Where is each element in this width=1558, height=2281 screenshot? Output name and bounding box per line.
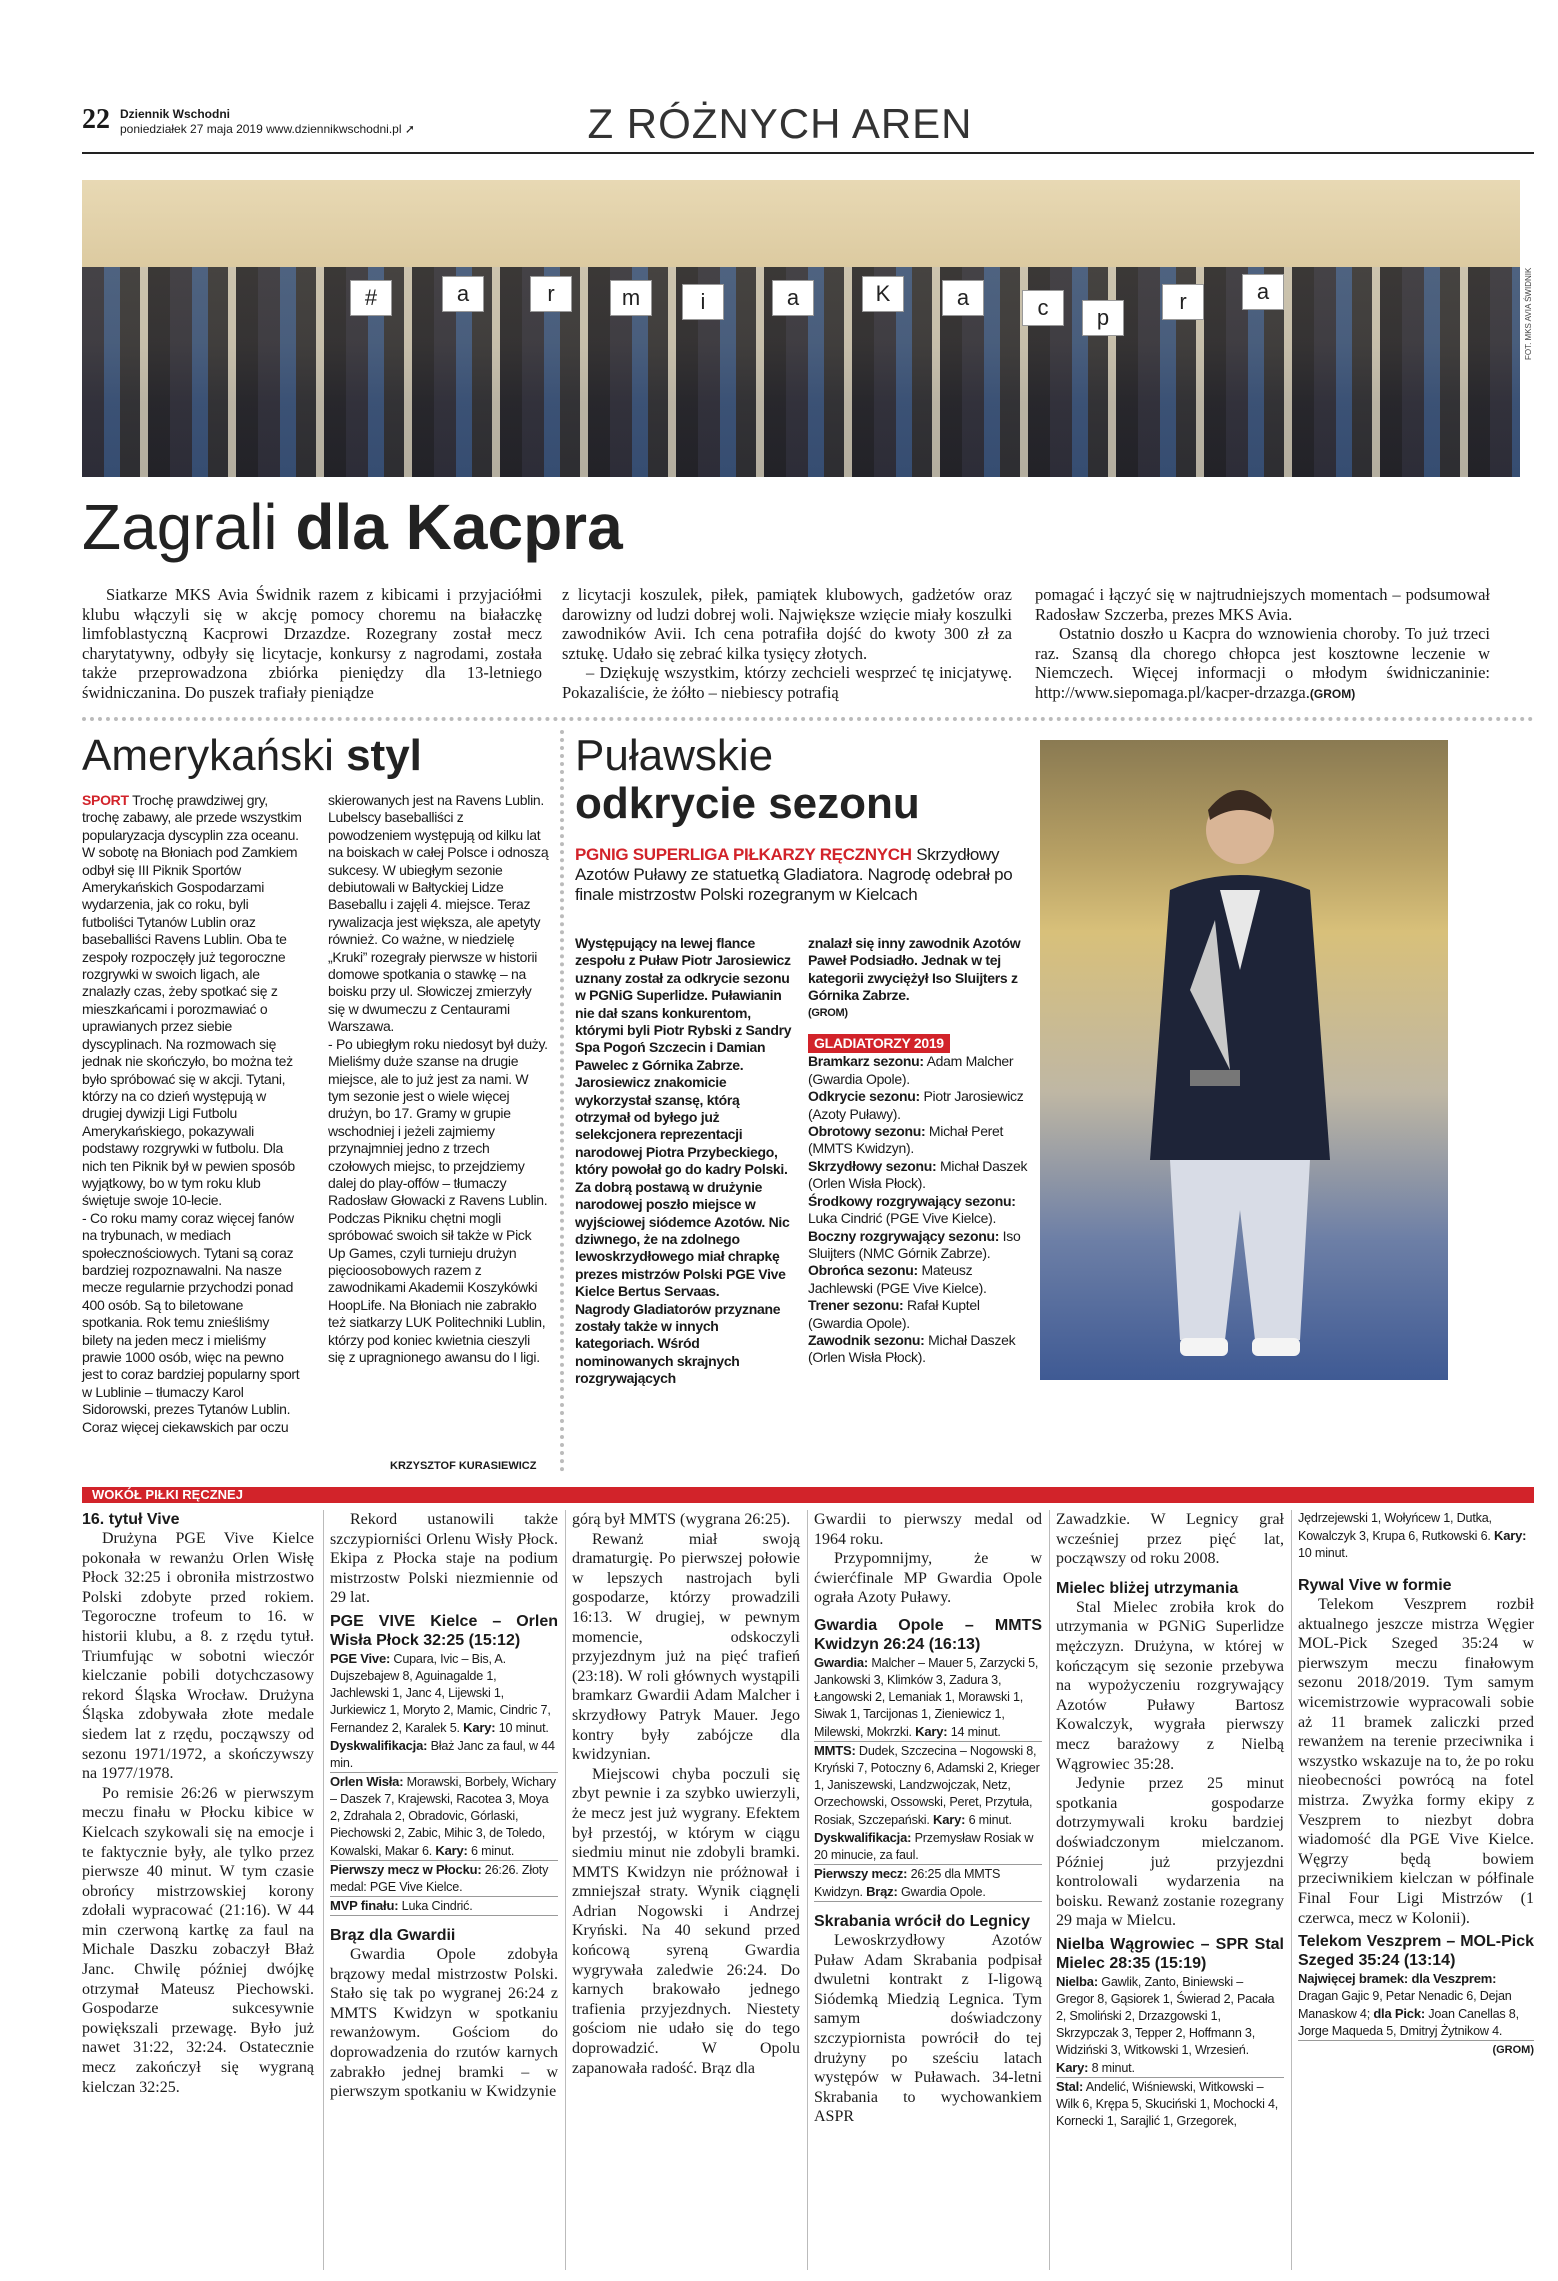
stat-value: Dragan Gajic 9, Petar Nenadic 6, Dejan Manaskow 4;: [1298, 1989, 1512, 2022]
pulawy-lead-kicker: PGNIG SUPERLIGA PIŁKARZY RĘCZNYCH: [575, 845, 912, 864]
stat-label: Kary:: [1494, 1528, 1527, 1543]
bottom-col4-match: Gwardia Opole – MMTS Kwidzyn 26:24 (16:13): [814, 1616, 1042, 1653]
stat-value: Jędrzejewski 1, Wołyńcew 1, Dutka, Kowalczyk 3, Krupa 6, Rutkowski 6.: [1298, 1511, 1492, 1543]
award-label: Odkrycie sezonu:: [808, 1088, 920, 1105]
award-value: Rafał Kuptel (Gwardia Opole).: [808, 1297, 980, 1331]
stat-label: Kary:: [435, 1842, 468, 1858]
sign-card: r: [530, 276, 572, 312]
bottom-col6-match: Telekom Veszprem – MOL-Pick Szeged 35:24 (13:14): [1298, 1933, 1534, 1970]
main-article-col3-text: pomagać i łączyć się w najtrudniejszych momentach – podsumował Radosław Szczerba, prezes MKS Avia.: [1035, 585, 1490, 624]
pulawy-lead: [575, 845, 1025, 905]
award-value: Mateusz Jachlewski (PGE Vive Kielce).: [808, 1262, 987, 1296]
pulawy-col1: [575, 935, 797, 1388]
gladiators-box: [808, 1034, 1030, 1367]
award-label: Zawodnik sezonu:: [808, 1331, 925, 1348]
stat-label: Kary:: [933, 1811, 966, 1827]
stat-label: Kary:: [463, 1719, 496, 1735]
bottom-col2: [330, 1510, 558, 2102]
stat-label: Nielba:: [1056, 1973, 1098, 1989]
sign-card: m: [610, 280, 652, 316]
stat-value: 26:26. Złoty medal: PGE Vive Kielce.: [330, 1862, 549, 1894]
bottom-col3: [572, 1510, 800, 2078]
stat-value: Malcher – Mauer 5, Zarzycki 5, Jankowski 3, Klimków 3, Zadura 3, Łangowski 2, Lemaniak 1, Morawski 1, Siwak 1, Tarcijonas 1, Zieniewicz 1, Milewski, Mokrzki.: [814, 1655, 1039, 1739]
stat-label: Kary:: [1056, 2059, 1089, 2075]
issue-date-url: [120, 123, 415, 136]
pulawy-col1-text: Występujący na lewej flance zespołu z Puław Piotr Jarosiewicz uznany został za odkrycie sezonu w PGNiG Superlidze. Puławianin nie dał szans konkurentom, którymi byli Piotr Rybski z Sandry Spa Pogoń Szczecin i Damian Pawelec z Górnika Zabrze. Jarosiewicz znakomicie wykorzystał szansę, którą otrzymał od byłego już selekcjonera reprezentacji narodowej Piotra Przybeckiego, który powołał go do kadry Polski. Za dobrą postawą w drużynie narodowej poszło miejsce w wyjściowej siódemce Azotów. Nic dziwnego, że na zdolnego lewoskrzydłowego miał chrapkę prezes mistrzów Polski PGE Vive Kielce Bertus Servaas.: [575, 935, 792, 1300]
bottom-col4-text: Gwardii to pierwszy medal od 1964 roku.: [814, 1511, 1042, 1548]
bottom-col6-head: Rywal Vive w formie: [1298, 1577, 1452, 1594]
pulawy-lead-text: Skrzydłowy Azotów Puławy ze statuetką Gladiatora. Nagrodę odebrał po finale mistrzostw Polski rozegranym w Kielcach: [575, 845, 1013, 904]
player-photo: [1040, 740, 1448, 1380]
award-item: [808, 1297, 1030, 1332]
issue-date: poniedziałek 27 maja 2019: [120, 122, 263, 136]
sign-card: K: [862, 276, 904, 312]
american-col2: [328, 792, 550, 1366]
sign-card: p: [1082, 300, 1124, 336]
award-item: [808, 1193, 1030, 1228]
pulawy-signature: (GROM): [808, 1006, 848, 1019]
stat-value: Luka Cindrić.: [401, 1898, 473, 1913]
stat-divider: [814, 1901, 1042, 1902]
award-item: [808, 1332, 1030, 1367]
stat-label: MMTS:: [814, 1742, 856, 1758]
american-col1-text: Trochę prawdziwej gry, trochę zabawy, ale przede wszystkim popularyzacja dyscyplin zza oceanu. W sobotę na Błoniach pod Zamkiem odbył się III Piknik Sportów Amerykańskich Gospodarzami wydarzenia, jak co roku, byli futboliści Tytanów Lublin oraz baseballiści Ravens Lublin. Oba te zespoły rozpoczęły już tegoroczne rozgrywki w swoich ligach, ale znalazły czas, żeby spotkać się z mieszkańcami i porozmawiać o uprawianych przez siebie dyscyplinach. Na rozmowach się jednak nie skończyło, bo można też było spróbować się w akcji. Tytani, którzy na co dzień występują w drugiej dywizji Ligi Futbolu Amerykańskiego, pokazywali podstawy rozgrywki w futbolu. Dla nich ten Piknik był w pewien sposób wyjątkowy, bo w tym roku klub świętuje swoje 10-lecie.: [82, 792, 302, 1209]
bottom-col6-text: Telekom Veszprem rozbił aktualnego jeszcze mistrza Węgier MOL-Pick Szeged 35:24 w pierwszym meczu finałowym sezonu 2018/2019. Tym samym wicemistrzowie wypracowali sobie aż 11 bramek zaliczki przed rewanżem na terenie przeciwnika i wszystko wskazuje na to, że po roku nieobecności powrócą na fotel mistrza. Zwyżka formy ekipy z Veszprem to niezbyt dobra wiadomość dla PGE Vive Kielce. Węgrzy będą bowiem przeciwnikiem kielczan w półfinale Final Four Ligi Mistrzów (1 czerwca, mecz w Kolonii).: [1298, 1596, 1534, 1927]
stat-label: Gwardia:: [814, 1654, 869, 1670]
stat-value: Błaż Janc za faul, w 44 min.: [330, 1738, 555, 1770]
column-rule: [1291, 1510, 1292, 2270]
bottom-section-bar: [82, 1487, 1534, 1503]
pulawy-col2-text: znalazł się inny zawodnik Azotów Paweł Podsiadło. Jednak w tej kategorii zwyciężył Iso Sluijters z Górnika Zabrze.: [808, 935, 1021, 1004]
american-col1-quote: - Co roku mamy coraz więcej fanów na trybunach, w mediach społecznościowych. Tytani są coraz bardziej rozpoznawalni. Na nasze mecze regularnie przychodzi ponad 400 osób. Są to biletowane spotkania. Rok temu znieśliśmy bilety na jeden mecz i mieliśmy prawie 1000 osób, więc na pewno jest to coraz bardziej popularny sport w Lublinie – tłumaczy Karol Sidorowski, prezes Tytanów Lublin. Coraz więcej ciekawskich par oczu: [82, 1209, 300, 1435]
stat-value: Przemysław Rosiak w 20 minucie, za faul.: [814, 1830, 1034, 1862]
sign-card: a: [772, 280, 814, 316]
bottom-col3-more: Rewanż miał swoją dramaturgię. Po pierwszej połowie w lepszych nastrojach byli gospodarze, którzy prowadzili 16:13. W drugiej, w pewnym momencie, odskoczyli przyjezdnym już na pięć trafień (23:18). W roli głównych wystąpili bramkarz Gwardii Adam Malcher i skrzydłowy Patryk Mauer. Jego kontry były zabójcze dla kwidzynian.: [572, 1530, 800, 1764]
stat-value: Andelić, Wiśniewski, Witkowski – Wilk 6, Krępa 5, Skuciński 1, Mochocki 4, Kornecki 1, Sarajlić 1, Grzegorek,: [1056, 2079, 1279, 2128]
column-rule: [323, 1510, 324, 2270]
award-value: Adam Malcher (Gwardia Opole).: [808, 1053, 1014, 1087]
paper-url[interactable]: www.dziennikwschodni.pl: [266, 122, 402, 136]
stat-line: [330, 1897, 558, 1915]
sign-card: #: [350, 280, 392, 316]
headline-light: Zagrali: [82, 491, 278, 563]
bottom-col5-more2: Jedynie przez 25 minut spotkania gospodarze dotrzymywali kroku bardziej doświadczonym mielczanom. Później już przyjezdni kontrolowali wydarzenia na boisku. Rewanż zostanie rozegrany 29 maja w Mielcu.: [1056, 1775, 1284, 1930]
main-article-col2-quote: – Dziękuję wszystkim, którzy zechcieli wesprzeć tę inicjatywę. Pokazaliście, że żółto – niebiescy potrafią: [562, 663, 1012, 702]
bottom-col1-text: Drużyna PGE Vive Kielce pokonała w rewanżu Orlen Wisłę Płock 32:25 i obroniła mistrzostwo Polski zdobyte przed rokiem. Tegoroczne trofeum to 16. w historii klubu, a 8. z rzędu tytuł. Triumfując w sobotni wieczór kielczanie pobili dotychczasowy rekord Śląska Wrocław. Drużyna Śląska zdobywała złote medale siedem lat z rzędu, począwszy od sezonu 1971/1972, a skończywszy na 1977/1978.: [82, 1530, 314, 1783]
bottom-section-title: WOKÓŁ PIŁKI RĘCZNEJ: [92, 1487, 243, 1502]
main-article-col3-more: [1035, 624, 1490, 704]
award-label: Środkowy rozgrywający sezonu:: [808, 1192, 1016, 1209]
award-item: [808, 1088, 1030, 1123]
bottom-col6-stats: [1298, 1510, 1534, 1562]
american-headline-bold: styl: [346, 731, 422, 780]
column-rule: [1049, 1510, 1050, 2270]
award-label: Skrzydłowy sezonu:: [808, 1157, 937, 1174]
stat-label: MVP finału:: [330, 1897, 399, 1913]
sign-card: a: [1242, 274, 1284, 310]
main-article-signature: (GROM): [1309, 686, 1356, 701]
award-label: Obrotowy sezonu:: [808, 1123, 926, 1140]
column-rule: [807, 1510, 808, 2270]
bottom-col5-text: Zawadzkie. W Legnicy grał wcześniej przez pięć lat, począwszy od roku 2008.: [1056, 1511, 1284, 1568]
stat-label: Orlen Wisła:: [330, 1773, 404, 1789]
stat-divider: [330, 1915, 558, 1916]
stat-line: [1056, 2078, 1284, 2130]
stat-label: PGE Vive:: [330, 1650, 391, 1666]
stat-value: Cupara, Ivic – Bis, A. Dujszebajew 8, Aguinagalde 1, Jachlewski 1, Janc 4, Lijewski 1, Jurkiewicz 1, Moryto 2, Mamic, Cindric 7, Fernandez 2, Karalek 5.: [330, 1651, 551, 1735]
bottom-col4-head2: Skrabania wrócił do Legnicy: [814, 1912, 1031, 1930]
award-label: Bramkarz sezonu:: [808, 1053, 924, 1070]
stat-value: 10 minut.: [498, 1720, 549, 1735]
award-item: [808, 1123, 1030, 1158]
bottom-col1-head: 16. tytuł Vive: [82, 1511, 180, 1528]
american-headline-light: Amerykański: [82, 731, 334, 780]
pulawy-headline-bold: odkrycie sezonu: [575, 779, 920, 828]
main-headline: [82, 490, 623, 564]
stat-value: 14 minut.: [950, 1724, 1001, 1739]
stat-line: [814, 1742, 1042, 1864]
stat-line: [814, 1654, 1042, 1741]
bottom-col4-stats: [814, 1654, 1042, 1902]
award-value: Michał Peret (MMTS Kwidzyn).: [808, 1123, 1004, 1157]
gladiators-box-title: GLADIATORZY 2019: [808, 1034, 950, 1053]
headline-bold: dla Kacpra: [295, 491, 623, 563]
award-value: Michał Daszek (Orlen Wisła Płock).: [808, 1331, 1016, 1366]
cursor-arrow-icon: ➚: [404, 122, 415, 136]
stat-line: [330, 1650, 558, 1772]
team-photo: [82, 180, 1520, 477]
bottom-col2-more: Gwardia Opole zdobyła brązowy medal mistrzostw Polski. Stało się tak po wygranej 26:24 z MMTS Kwidzyn w spotkaniu rewanżowym. Gościom do doprowadzenia do rzutów karnych zabrakło jednej bramki – w pierwszym spotkaniu w Kwidzynie: [330, 1945, 558, 2101]
bottom-col1-more: Po remisie 26:26 w pierwszym meczu finału w Płocku kibice w Kielcach szykowali się na emocje i te faktycznie były, ale tylko przez pierwsze 40 minut. W tym czasie obrońcy mistrzowskiej korony zdołali wypracować (21:16). W 44 min czerwoną kartkę za faul na Michale Daszku zobaczył Błaż Janc. Chwilę później dwójkę otrzymał Mateusz Piechowski. Gospodarze sukcesywnie powiększali przewagę. Było już nawet 31:22, 32:24. Ostatecznie mecz zakończył się wygraną kielczan 32:25.: [82, 1784, 314, 2096]
american-kicker: SPORT: [82, 792, 129, 808]
sign-card: a: [442, 276, 484, 312]
stat-value: 10 minut.: [1298, 1546, 1349, 1560]
award-value: Piotr Jarosiewicz (Azoty Puławy).: [808, 1088, 1024, 1122]
stat-label: Dyskwalifikacja:: [330, 1737, 428, 1753]
sign-card: a: [942, 280, 984, 316]
stat-label: Pierwszy mecz:: [814, 1865, 908, 1881]
section-title: Z RÓŻNYCH AREN: [587, 100, 973, 147]
main-article-col3-more-text: Ostatnio doszło u Kacpra do wznowienia choroby. To już trzeci raz. Szansą dla chorego chłopca jest kosztowne leczenie w Niemczech. Więcej informacji o młodym świdniczaninie: http://www.siepomaga.pl/kacper-drzazga.: [1035, 624, 1490, 702]
american-col1: [82, 792, 302, 1436]
bottom-col5-match: Nielba Wągrowiec – SPR Stal Mielec 28:35 (15:19): [1056, 1935, 1284, 1972]
section-divider: [82, 717, 1534, 721]
sign-card: i: [682, 284, 724, 320]
stat-label: Stal:: [1056, 2078, 1084, 2094]
bottom-col4-more: Przypomnijmy, że w ćwierćfinale MP Gwardia Opole ograła Azoty Puławy.: [814, 1550, 1042, 1607]
header-rule: [82, 152, 1534, 154]
award-label: Obrońca sezonu:: [808, 1262, 918, 1279]
award-label: Boczny rozgrywający sezonu:: [808, 1227, 1000, 1244]
pulawy-col1-more: Nagrody Gladiatorów przyznane zostały także w innych kategoriach. Wśród nominowanych skrajnych rozgrywających: [575, 1300, 781, 1387]
stat-label: Pierwszy mecz w Płocku:: [330, 1861, 482, 1877]
main-article-col3: [1035, 585, 1490, 704]
main-article-col2-text: z licytacji koszulek, piłek, pamiątek klubowych, gadżetów oraz darowizny od ludzi dobrej woli. Największe wzięcie miały koszulki zawodników Avii. Ich cena potrafiła dojść do kwoty 300 zł za sztukę. Udało się zebrać kilka tysięcy złotych.: [562, 585, 1012, 663]
paper-name: Dziennik Wschodni: [120, 107, 231, 121]
player-silhouette: [1040, 740, 1448, 1380]
column-rule: [565, 1510, 566, 2270]
bottom-col5-stats: [1056, 1973, 1284, 2130]
stat-value: Dudek, Szczecina – Nogowski 8, Kryński 7, Potoczny 6, Adamski 2, Krieger 1, Janiszewski, Landzwojczak, Netz, Orzechowski, Ossowski, Peret, Przytuła, Rosiak, Szczepański.: [814, 1743, 1040, 1827]
american-col2-text: skierowanych jest na Ravens Lublin. Lubelscy baseballiści z powodzeniem występują od kilku lat na boiskach w całej Polsce i odnoszą sukcesy. W ubiegłym sezonie debiutowali w Bałtyckiej Lidze Baseballu i zajęli 4. miejsce. Teraz rywalizacja jest większa, ale apetyty również. Co ważne, w niedzielę „Kruki” rozegrały pierwsze w historii domowe spotkania o stawkę – na boisku przy ul. Słowiczej zmierzyły się w dwumeczu z Centaurami Warszawa.: [328, 792, 549, 1035]
stat-value: 6 minut.: [968, 1812, 1012, 1827]
stat-value: 8 minut.: [1091, 2060, 1135, 2075]
bottom-col1: [82, 1510, 314, 2097]
bottom-col2-head2: Brąz dla Gwardii: [330, 1926, 456, 1944]
bottom-signature: (GROM): [1492, 2044, 1534, 2057]
award-item: [808, 1158, 1030, 1193]
pulawy-col2: [808, 935, 1030, 1367]
american-col2-quote: - Po ubiegłym roku niedosyt był duży. Mieliśmy duże szanse na drugie miejsce, ale to już jest za nami. W tym sezonie jest o wiele więcej drużyn, bo 17. Gramy w grupie wschodniej i jeżeli zajmiemy przynajmniej jedno z trzech czołowych miejsc, to przejdziemy dalej do play-offów – tłumaczy Radosław Głowacki z Ravens Lublin.: [328, 1035, 548, 1209]
award-item: [808, 1262, 1030, 1297]
stat-value: 6 minut.: [470, 1843, 515, 1858]
bottom-col5-head: Mielec bliżej utrzymania: [1056, 1579, 1239, 1597]
stat-value: Gwardia Opole.: [900, 1884, 986, 1899]
column-divider: [560, 730, 564, 1472]
award-item: [808, 1053, 1030, 1088]
stat-line: [1056, 1973, 1284, 2077]
bottom-col3-more2: Miejscowi chyba poczuli się zbyt pewnie i za szybko uwierzyli, że mecz jest już wygrany. Efektem był przestój, w którym w ciągu siedmiu minut nie zdobyli bramki. MMTS Kwidzyn nie próżnował i zmniejszał straty. Wynik ciągnęli Adrian Nogowski i Andrzej Kryński. Na 40 sekund przed końcową syreną Gwardia wygrywała zaledwie 26:24. Do karnych brakowało jednego trafienia przyjezdnych. Niestety gościom nie udało się do tego doprowadzić. W Opolu zapanowała radość. Brąz dla: [572, 1765, 800, 2077]
bottom-col2-match: PGE VIVE Kielce – Orlen Wisła Płock 32:25 (15:12): [330, 1612, 558, 1649]
award-value: Iso Sluijters (NMC Górnik Zabrze).: [808, 1227, 1021, 1261]
stat-label: dla Pick:: [1373, 2006, 1425, 2022]
american-author: KRZYSZTOF KURASIEWICZ: [390, 1460, 537, 1472]
main-article-col1: Siatkarze MKS Avia Świdnik razem z kibicami i przyjaciółmi klubu włączyli się w akcję pomocy choremu na białaczkę limfoblastyczną Kacprowi Drzazdze. Rozegrany został mecz charytatywny, odbyły się licytacje, konkursy z nagrodami, została także przeprowadzona zbiórka pieniędzy dla 13-letniego świdniczanina. Do puszek trafiały pieniądze: [82, 585, 542, 702]
stat-line: [330, 1773, 558, 1860]
stat-value: Joan Canellas 8, Jorge Maqueda 5, Dmitryj Żytnikow 4.: [1298, 2007, 1519, 2039]
american-col2-more: Podczas Pikniku chętni mogli spróbować swoich sił także w Pick Up Games, czyli turnieju drużyn pięcioosobowych razem z zawodnikami Akademii Koszykówki HoopLife. Na Błoniach nie zabrakło też siatkarzy LUK Politechniki Lublin, którzy pod koniec kwietnia cieszyli się z upragnionego awansu do I ligi.: [328, 1209, 546, 1365]
bottom-col4-more2: Lewoskrzydłowy Azotów Puław Adam Skrabania podpisał dwuletni kontrakt z I-ligową Siódemką Miedzią Legnica. Tym samym doświadczony szczypiornista powrócił do tej drużyny po sześciu latach występów w Puławach. 34-letni Skrabania to wychowankiem ASPR: [814, 1931, 1042, 2126]
stat-line: [330, 1861, 558, 1896]
stat-label: Najwięcej bramek: dla Veszprem:: [1298, 1971, 1497, 1987]
award-label: Trener sezonu:: [808, 1297, 904, 1314]
bottom-col2-stats: [330, 1650, 558, 1916]
award-value: Luka Cindrić (PGE Vive Kielce).: [808, 1210, 997, 1227]
bottom-col6: [1298, 1510, 1534, 2061]
bottom-col4: [814, 1510, 1042, 2127]
page-number: 22: [82, 104, 110, 135]
bottom-col5: [1056, 1510, 1284, 2130]
stat-label: Brąz:: [866, 1883, 898, 1899]
american-headline: [82, 732, 422, 780]
photo-credit: FOT. MKS AVIA ŚWIDNIK: [1524, 267, 1533, 360]
pulawy-headline-light: Puławskie: [575, 731, 774, 780]
stat-line: [814, 1865, 1042, 1901]
stat-label: Kary:: [915, 1723, 948, 1739]
bottom-col5-more: Stal Mielec zrobiła krok do utrzymania w PGNiG Superlidze mężczyzn. Drużyna, w której w kończącym się sezonie przebywa na wypożyczeniu rozgrywający Azotów Puławy Bartosz Kowalczyk, wygrała pierwszy mecz barażowy z Nielbą Wągrowiec 35:28.: [1056, 1598, 1284, 1773]
sign-card: r: [1162, 284, 1204, 320]
bottom-col3-text: górą był MMTS (wygrana 26:25).: [572, 1511, 791, 1528]
stat-value: 26:25 dla MMTS Kwidzyn.: [814, 1866, 1001, 1899]
bottom-col2-text: Rekord ustanowili także szczypiorniści Orlenu Wisły Płock. Ekipa z Płocka staje na podium mistrzostw Polski niezmiennie od 29 lat.: [330, 1511, 558, 1607]
award-value: Michał Daszek (Orlen Wisła Płock).: [808, 1157, 1028, 1192]
bottom-col6-scorers: [1298, 1970, 1534, 2040]
sign-card: c: [1022, 290, 1064, 326]
gladiators-list: [808, 1053, 1030, 1366]
stat-value: Gawlik, Zanto, Biniewski – Gregor 8, Gąsiorek 1, Świerad 2, Pacała 2, Smoliński 2, Drzazgowski 1, Skrzypczak 3, Tepper 2, Hoffmann 3, Widziński 3, Witkowski 1, Wrzesień.: [1056, 1974, 1275, 2057]
stat-value: Morawski, Borbely, Wichary – Daszek 7, Krajewski, Racotea 3, Moya 2, Zdrahala 2, Obradovic, Górlaski, Piechowski 2, Zabic, Mihic 3, de Toledo, Kowalski, Makar 6.: [330, 1774, 556, 1858]
main-article-col2: [562, 585, 1012, 702]
award-item: [808, 1228, 1030, 1263]
stat-label: Dyskwalifikacja:: [814, 1829, 912, 1845]
